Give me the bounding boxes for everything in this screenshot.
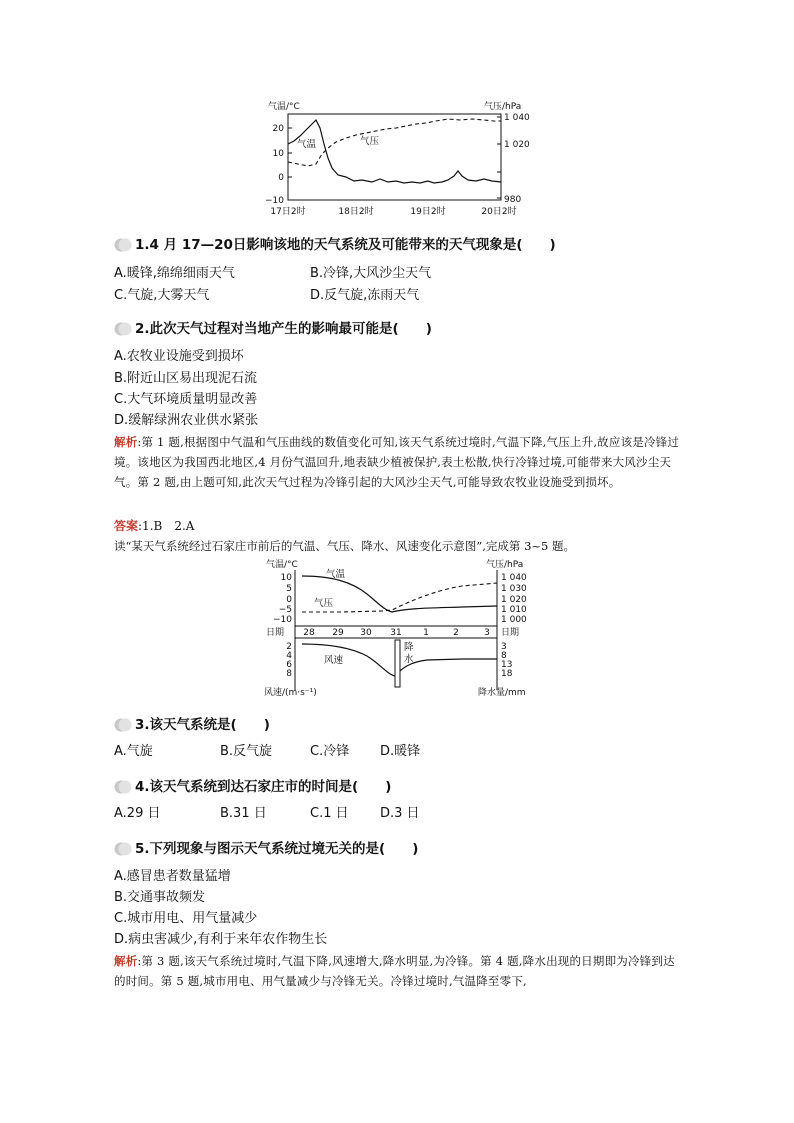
chart2-wind-label: 风速 [324,655,344,666]
question-4 [114,776,391,798]
chart2-temp-tick: 5 [286,584,292,594]
chart2-precip-tick: 8 [501,651,507,661]
chart2-precip-tick: 13 [501,660,513,670]
q3-option-a: A.气旋 [114,744,153,759]
chart2-precip-tick: 3 [501,642,507,652]
chart1-x-tick: 20日2时 [481,207,517,217]
chart1-left-tick: 10 [272,149,284,159]
chart-shijiazhuang-weather [262,556,536,698]
question-4-stem: 4.该天气系统到达石家庄市的时间是( ) [135,779,392,795]
chart1-left-tick: 0 [278,173,284,183]
question-1 [114,234,556,256]
chart2-date-tick: 31 [390,628,402,638]
chart2-left-axis-label: 气温/°C [266,560,298,570]
question-2 [114,318,432,340]
chart1-right-tick: 1 020 [504,140,530,150]
chart2-temp-tick: −5 [278,605,292,615]
chart2-temp-tick: 0 [286,595,292,605]
q3-option-b: B.反气旋 [220,744,273,759]
chart2-pressure-tick: 1 040 [501,573,527,583]
question-5-stem: 5.下列现象与图示天气系统过境无关的是( ) [135,841,419,857]
q4-option-a: A.29 日 [114,806,161,821]
chart2-right-axis-label: 气压/hPa [486,560,524,570]
chart1-right-tick: 980 [504,195,522,205]
chart2-wind-tick: 8 [286,669,292,679]
chart2-pressure-tick: 1 030 [501,584,527,594]
explanation-2-label: 解析 [114,954,138,968]
chart1-pressure-line [288,119,501,166]
chart2-date-label-left: 日期 [266,628,285,638]
chart2-precip-tick: 18 [501,669,513,679]
question-marker-icon [114,238,132,252]
question-marker-icon [114,842,132,856]
question-2-stem: 2.此次天气过程对当地产生的影响最可能是( ) [135,321,432,337]
explanation-1-label: 解析 [114,435,138,449]
q5-option-b: B.交通事故频发 [114,890,206,905]
answer-1 [114,517,194,534]
q1-option-d: D.反气旋,冻雨天气 [310,288,420,303]
question-1-stem: 1.4 月 17—20日影响该地的天气系统及可能带来的天气现象是( ) [135,237,556,253]
chart2-date-tick: 28 [303,628,315,638]
q5-option-c: C.城市用电、用气量减少 [114,911,258,926]
q3-option-d: D.暖锋 [380,744,421,759]
chart-temperature-pressure [262,96,532,220]
chart2-precip-label-2: 水 [404,654,414,665]
chart1-temperature-line [288,120,501,183]
chart2-precip-axis-label: 降水量/mm [478,688,526,698]
chart2-pressure-tick: 1 010 [501,605,527,615]
question-3 [114,714,270,736]
q3-option-c: C.冷锋 [310,744,350,759]
chart2-temperature-label: 气温 [326,569,346,580]
q2-option-b: B.附近山区易出现泥石流 [114,371,258,386]
explanation-2 [114,951,682,991]
chart2-precip-label-1: 降 [404,642,414,653]
question-marker-icon [114,718,132,732]
chart2-wind-tick: 6 [286,660,292,670]
q5-option-d: D.病虫害减少,有利于来年农作物生长 [114,932,328,947]
chart2-precip-bar [395,640,400,687]
q2-option-d: D.缓解绿洲农业供水紧张 [114,413,259,428]
explanation-2-text: :第 3 题,该天气系统过境时,气温下降,风速增大,降水明显,为冷锋。第 4 题,降水出现的日期即为冷锋到达的时间。第 5 题,城市用电、用气量减少与冷锋无关。冷锋过境时,气温降至零下, [114,954,675,988]
question-3-stem: 3.该天气系统是( ) [135,717,270,733]
chart2-date-tick: 29 [332,628,344,638]
q1-option-c: C.气旋,大雾天气 [114,288,210,303]
chart1-left-tick: −10 [265,196,284,206]
chart2-temp-tick: 10 [280,573,292,583]
q2-option-c: C.大气环境质量明显改善 [114,392,258,407]
intro-questions-3-5: 读“某天气系统经过石家庄市前后的气温、气压、降水、风速变化示意图”,完成第 3~5 题。 [114,539,575,553]
question-marker-icon [114,780,132,794]
question-marker-icon [114,322,132,336]
q2-option-a: A.农牧业设施受到损坏 [114,349,244,364]
q1-option-b: B.冷锋,大风沙尘天气 [310,266,432,281]
chart1-x-tick: 17日2时 [270,207,306,217]
chart2-date-label-right: 日期 [501,628,520,638]
question-5 [114,838,418,860]
chart1-right-axis-label: 气压/hPa [484,102,522,112]
q4-option-d: D.3 日 [380,806,420,821]
chart2-wind-tick: 2 [286,642,292,652]
answer-1-text: :1.B 2.A [138,519,195,533]
answer-1-label: 答案 [114,519,139,533]
chart2-pressure-tick: 1 000 [501,615,527,625]
chart2-date-tick: 3 [484,628,490,638]
chart2-wind-tick: 4 [286,651,292,661]
q4-option-b: B.31 日 [220,806,267,821]
chart2-date-tick: 1 [423,628,429,638]
chart1-left-tick: 20 [272,124,284,134]
q5-option-a: A.感冒患者数量猛增 [114,869,231,884]
chart2-pressure-label: 气压 [314,598,334,609]
chart1-x-tick: 19日2时 [410,207,446,217]
chart1-pressure-label: 气压 [360,136,380,147]
explanation-1 [114,432,682,492]
chart1-x-tick: 18日2时 [338,207,374,217]
chart1-right-tick: 1 040 [504,113,530,123]
chart2-pressure-tick: 1 020 [501,595,527,605]
chart2-date-tick: 2 [453,628,459,638]
q1-option-a: A.暖锋,绵绵细雨天气 [114,266,235,281]
chart2-date-tick: 30 [360,628,372,638]
chart1-temperature-label: 气温 [297,139,317,150]
chart2-temp-tick: −10 [273,615,292,625]
q4-option-c: C.1 日 [310,806,349,821]
chart2-wind-axis-label: 风速/(m·s⁻¹) [264,688,317,698]
explanation-1-text: :第 1 题,根据图中气温和气压曲线的数值变化可知,该天气系统过境时,气温下降,气压上升,故应该是冷锋过境。该地区为我国西北地区,4 月份气温回升,地表缺少植被保护,表土松散,快行冷锋过境,可能带来大风沙尘天气。第 2 题,由上题可知,此次天气过程为冷锋引起的大风沙尘天气,可能导致农牧业设施受到损坏。 [114,435,680,489]
chart1-left-axis-label: 气温/°C [268,102,300,112]
